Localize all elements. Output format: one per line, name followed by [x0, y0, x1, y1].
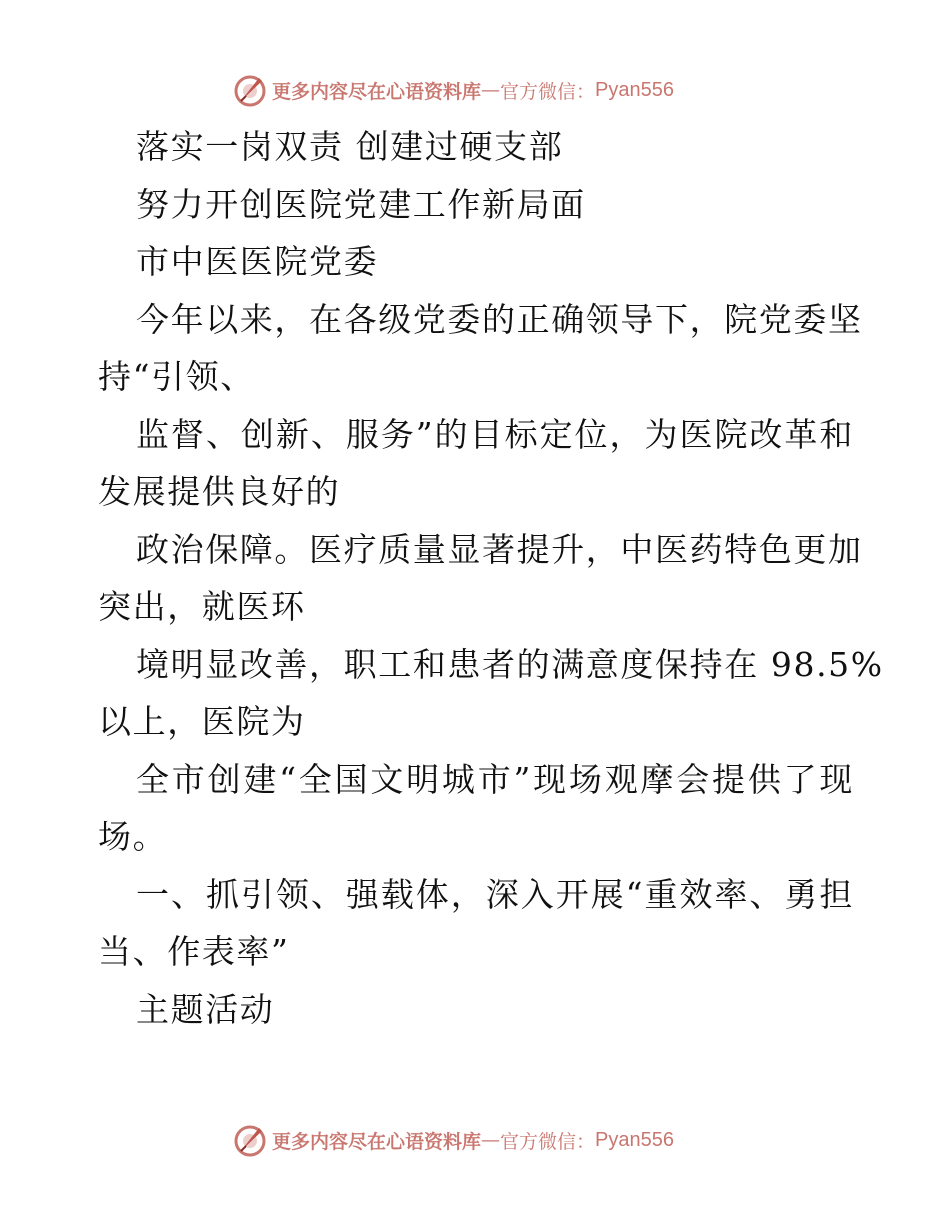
- banner-wechat-label: 官方微信：: [500, 1130, 596, 1153]
- paragraph-line: 持“引领、: [98, 357, 255, 396]
- paragraph-line: 全市创建“全国文明城市”现场观摩会提供了现: [136, 759, 854, 799]
- paragraph-line: 政治保障。医疗质量显著提升，中医药特色更加: [136, 529, 863, 569]
- banner-dash: —: [481, 1129, 501, 1151]
- paragraph-line: 以上，医院为: [98, 702, 306, 741]
- header-banner: [232, 70, 722, 110]
- quill-logo-icon: [232, 72, 268, 108]
- banner-dash: —: [481, 79, 501, 101]
- paragraph-line: 今年以来，在各级党委的正确领导下，院党委坚: [136, 299, 863, 339]
- paragraph-line: 监督、创新、服务”的目标定位，为医院改革和: [136, 414, 854, 454]
- paragraph-line: 突出，就医环: [98, 587, 306, 626]
- banner-wechat-label: 官方微信：: [500, 80, 596, 103]
- section-heading-line: 当、作表率”: [98, 932, 290, 971]
- paragraph-line: 场。: [98, 817, 168, 856]
- title-line-1: 落实一岗双责 创建过硬支部: [136, 127, 564, 166]
- footer-banner: [232, 1120, 722, 1160]
- document-body: [98, 118, 884, 1038]
- banner-text: 更多内容尽在心语资料库: [272, 80, 482, 103]
- banner-wechat-id: Pyan556: [595, 1128, 674, 1151]
- banner-text: 更多内容尽在心语资料库: [272, 1130, 482, 1153]
- banner-wechat-id: Pyan556: [595, 78, 674, 101]
- quill-logo-icon: [232, 1122, 268, 1158]
- title-line-2: 努力开创医院党建工作新局面: [136, 184, 586, 224]
- paragraph-line: 境明显改善，职工和患者的满意度保持在 98.5%: [136, 644, 884, 684]
- section-heading-line: 一、抓引领、强载体，深入开展“重效率、勇担: [136, 874, 854, 914]
- paragraph-line: 发展提供良好的: [98, 472, 341, 511]
- section-heading-line: 主题活动: [136, 989, 275, 1029]
- author-line: 市中医医院党委: [136, 242, 379, 281]
